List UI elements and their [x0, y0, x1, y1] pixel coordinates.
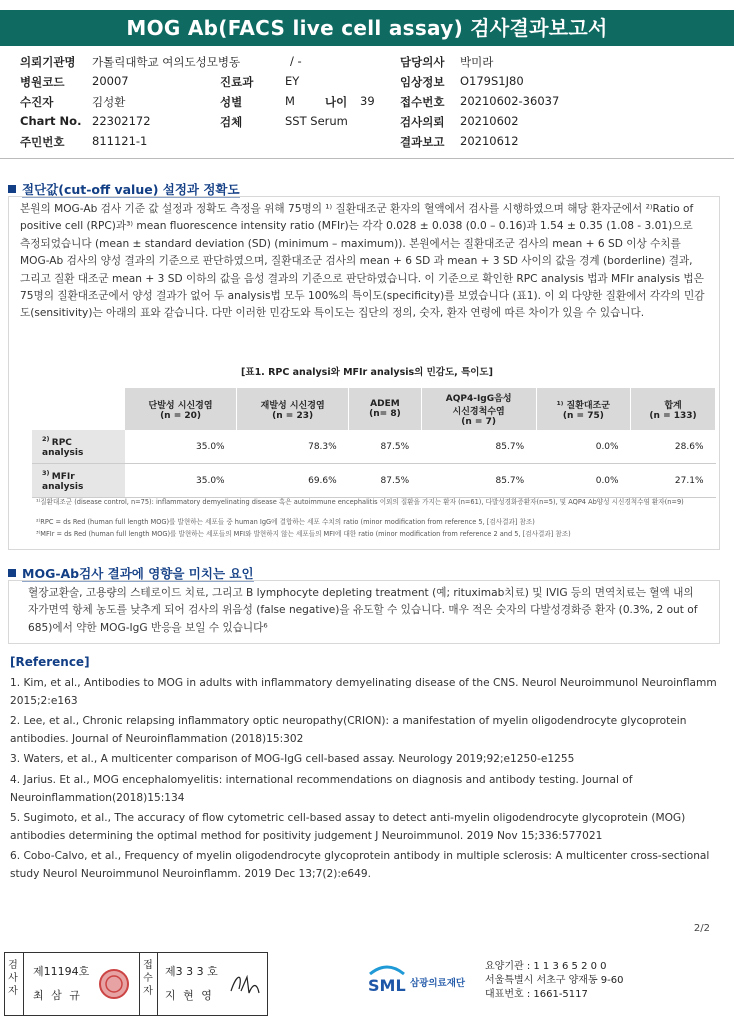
reference-heading: [Reference]: [10, 655, 90, 669]
section-heading-factors: MOG-Ab검사 결과에 영향을 미치는 요인: [8, 564, 254, 582]
id-value: 811121-1: [92, 134, 148, 148]
report-value: 20210612: [460, 134, 519, 148]
table-header-4: ¹⁾ 질환대조군 (n = 75): [536, 388, 630, 430]
square-bullet-icon: [8, 185, 16, 193]
table-caption: [표1. RPC analysi와 MFIr analysis의 민감도, 특이도]: [241, 367, 493, 378]
table-header-2: ADEM (n= 8): [349, 388, 421, 430]
hospital-code-value: 20007: [92, 74, 129, 88]
id-label: 주민번호: [20, 135, 65, 149]
table-corner: [32, 388, 125, 430]
institution-extra: / -: [290, 54, 302, 68]
cutoff-paragraph: 본원의 MOG-Ab 검사 기준 값 설정과 정확도 측정을 위해 75명의 ¹⁾ 질환대조군 환자의 혈액에서 검사를 시행하였으며 해당 환자군에서 ²⁾Ratio of positive cell (RPC)과³⁾ mean fluorescence intensity ratio (MFIr)는 각각 0.028 ± 0.038 (0.0 – 0.16)과 1.54 ± 0.35 (1.08 - 3.01)으로 측정되었습니다 (mean ± standard deviation (SD) (minimum – maximum)). 본원에서는 질환대조군 검사의 mean + 6 SD 이상 수치를 MOG-Ab 검사의 양성 결과의 기준으로 판단하였으며, 질환대조군 검사의 mean + 6 SD 과 mean + 3 SD 사이의 값을 경계 (borderline) 결과, 그리고 질환 대조군 mean + 3 SD 이하의 값을 음성 결과의 기준으로 판단하였습니다. 이 기준으로 확인한 RPC analysis 법과 MFIr analysis 법은 75명의 질환대조군에서 양성 결과가 없어 두 analysis법 모두 100%의 특이도(specificity)를 보였습니다 (표1). 이 외 다양한 질환에서 각각의 민감도(sensitivity)는 아래의 표와 같습니다. 다만 이러한 민감도와 특이도는 집단의 정의, 숫자, 환자 연령에 따른 차이가 있을 수 있습니다.: [20, 203, 705, 320]
dept-label: 진료과: [220, 75, 254, 89]
row-label: $^{2)}$ RPC analysis: [32, 430, 125, 464]
table-cell: 85.7%: [421, 430, 536, 464]
square-bullet-icon: [8, 569, 16, 577]
clinical-label: 임상정보: [400, 75, 445, 89]
institution-value: 가톨릭대학교 여의도성모병동: [92, 55, 241, 69]
table-cell: 35.0%: [125, 430, 237, 464]
signature-box: [4, 952, 268, 1016]
chart-label: Chart No.: [20, 114, 82, 128]
row-label: $^{3)}$ MFIr analysis: [32, 464, 125, 498]
table-cell: 87.5%: [349, 464, 421, 498]
phone: 대표번호 : 1661-5117: [485, 989, 588, 1000]
signature-icon: [227, 969, 263, 999]
divider: [0, 158, 734, 159]
receipt-value: 20210602-36037: [460, 94, 560, 108]
footnote: ²⁾RPC = ds Red (human full length MOG)를 발현하는 세포들 중 human IgG에 결합하는 세포 수치의 ratio (minor modification from reference 5, [검사결과] 참조): [36, 518, 535, 526]
examiner-license: 제11194호: [33, 965, 90, 978]
chart-value: 22302172: [92, 114, 151, 128]
dept-value: EY: [285, 74, 300, 88]
examiner-name: 최 삼 규: [33, 989, 82, 1002]
receipt-label: 접수번호: [400, 95, 445, 109]
table-header-3: AQP4-IgG음성 시신경척수염 (n = 7): [421, 388, 536, 430]
examiner-label: 검사자: [8, 960, 18, 997]
footnote: ¹⁾질환대조군 (disease control, n=75): inflammatory demyelinating disease 혹은 autoimmune encephalitis 이외의 질환을 가지는 환자 (n=61), 다발성경화증환자(n=5), 및 AQP4 Ab양성 시신경척수염 환자(n=9): [36, 498, 684, 506]
table-cell: 87.5%: [349, 430, 421, 464]
examinee-value: 김성환: [92, 95, 126, 109]
request-label: 검사의뢰: [400, 115, 445, 129]
reference-list: [10, 675, 720, 887]
reference-item: 2. Lee, et al., Chronic relapsing inflammatory optic neuropathy(CRION): a manifestation of myelin oligodendrocyte glycoprotein antibodies. Journal of Neuroinflammation (2018)15:302: [10, 715, 687, 745]
reference-item: 5. Sugimoto, et al., The accuracy of flow cytometric cell-based assay to detect anti-myelin oligodendrocyte glycoprotein (MOG) antibodies determining the optimal method for positivity judgement J Neuroimmunol. 2019 Nov 15;336:577021: [10, 812, 686, 842]
sml-logo-text: SML: [368, 976, 406, 994]
age-label: 나이: [325, 95, 348, 109]
report-title: MOG Ab(FACS live cell assay) 검사결과보고서: [0, 10, 734, 46]
doctor-value: 박미라: [460, 55, 494, 69]
section-heading-cutoff: 절단값(cut-off value) 설정과 정확도: [8, 180, 240, 198]
sex-label: 성별: [220, 95, 243, 109]
table-cell: 85.7%: [421, 464, 536, 498]
age-value: 39: [360, 94, 375, 108]
request-value: 20210602: [460, 114, 519, 128]
table-cell: 69.6%: [237, 464, 349, 498]
org-code: 요양기관 : 1 1 3 6 5 2 0 0: [485, 961, 607, 972]
page-number: 2/2: [693, 923, 710, 934]
sensitivity-table: [32, 388, 716, 498]
sml-logo-icon: [366, 960, 408, 994]
reference-item: 6. Cobo-Calvo, et al., Frequency of myelin oligodendrocyte glycoprotein antibody in multiple sclerosis: A multicenter cross-sectional study Neurol Neuroimmunol Neuroinflamm. 2019 Dec 13;7(2):e649.: [10, 850, 710, 880]
specimen-value: SST Serum: [285, 114, 348, 128]
company-name: 삼광의료재단: [410, 978, 466, 989]
factors-paragraph: 혈장교환술, 고용량의 스테로이드 치료, 그리고 B lymphocyte depleting treatment (예; rituximab치료) 및 IVIG 등의 면역치료는 혈액 내의 자가면역 항체 농도를 낮추게 되어 검사의 위음성 (false negative)을 유도할 수 있습니다. 매우 적은 숫자의 다발성경화증 환자 (0.3%, 2 out of 685)에서 약한 MOG-IgG 반응을 보일 수 있습니다⁶: [28, 587, 698, 634]
table-header-1: 재발성 시신경염 (n = 23): [237, 388, 349, 430]
receiver-label: 접수자: [143, 960, 153, 997]
table-row: [32, 464, 716, 498]
examinee-label: 수진자: [20, 95, 54, 109]
footnote: ³⁾MFIr = ds Red (human full length MOG)를 발현하는 세포들의 MFI와 발현하지 않는 세포들의 MFI에 대한 ratio (minor modification from reference 2 and 5, [검사결과] 참조): [36, 530, 571, 538]
company-contact: [485, 960, 624, 1002]
doctor-label: 담당의사: [400, 55, 445, 69]
table-cell: 0.0%: [536, 430, 630, 464]
receiver-name: 지 현 영: [165, 989, 214, 1002]
institution-label: 의뢰기관명: [20, 55, 76, 69]
reference-item: 4. Jarius. Et al., MOG encephalomyelitis: international recommendations on diagnosis and antibody testing. Journal of Neuroinflammation(2018)15:134: [10, 773, 633, 804]
table-header-0: 단발성 시신경염 (n = 20): [125, 388, 237, 430]
table-cell: 28.6%: [631, 430, 716, 464]
table-cell: 27.1%: [631, 464, 716, 498]
reference-item: 1. Kim, et al., Antibodies to MOG in adults with inflammatory demyelinating disease of the CNS. Neurol Neuroimmunol Neuroinflamm 2015;2:e163: [10, 677, 717, 707]
clinical-value: O179S1J80: [460, 74, 524, 88]
reference-item: 3. Waters, et al., A multicenter comparison of MOG-IgG cell-based assay. Neurology 2019;92;e1250-e1255: [10, 753, 575, 766]
sex-value: M: [285, 94, 295, 108]
address: 서울특별시 서초구 양재동 9-60: [485, 975, 624, 986]
table-cell: 0.0%: [536, 464, 630, 498]
receiver-license: 제3 3 3 호: [165, 965, 218, 978]
seal-icon: [97, 967, 131, 1001]
report-label: 결과보고: [400, 135, 445, 149]
table-cell: 78.3%: [237, 430, 349, 464]
hospital-code-label: 병원코드: [20, 75, 65, 89]
table-header-5: 합계 (n = 133): [631, 388, 716, 430]
specimen-label: 검체: [220, 115, 243, 129]
table-row: [32, 430, 716, 464]
table-cell: 35.0%: [125, 464, 237, 498]
